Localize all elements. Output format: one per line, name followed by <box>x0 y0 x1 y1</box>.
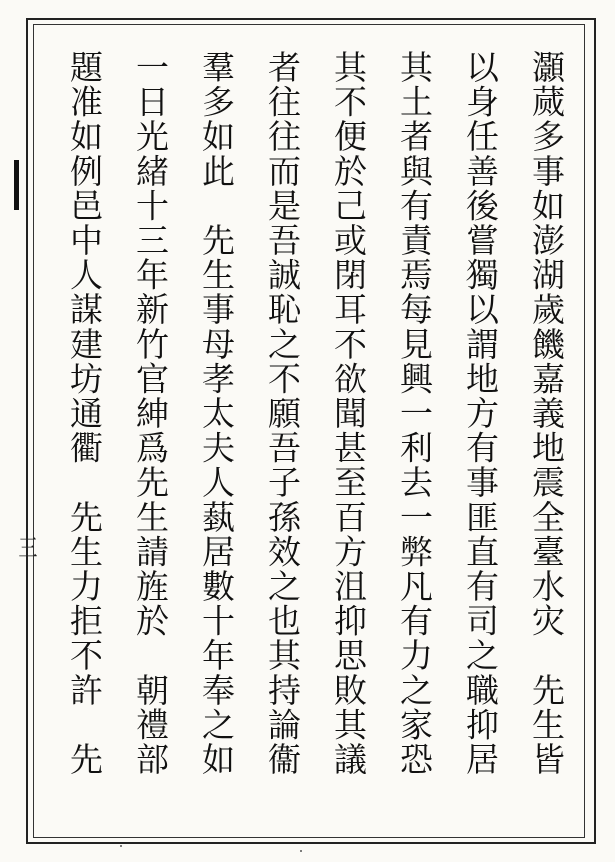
text-column-6: 羣多如此 先生事母孝太夫人蓺居數十年奉之如 <box>197 50 236 777</box>
text-column-8: 題准如例邑中人謀建坊通衢 先生力拒不許 先 <box>65 50 104 777</box>
inner-border <box>33 24 585 838</box>
text-column-5: 者往往而是吾誠恥之不願吾子孫效之也其持論衞 <box>263 50 302 777</box>
text-column-4: 其不便於己或閉耳不欲聞甚至百方沮抑思敗其議 <box>329 50 368 777</box>
margin-rule <box>14 160 19 210</box>
text-column-7: 一日光緒十三年新竹官紳爲先生請旌於 朝禮部 <box>131 50 170 777</box>
text-column-1: 灝蒇多事如澎湖歲饑嘉義地震全臺水灾 先生皆 <box>527 50 566 777</box>
text-column-3: 其土者與有責焉每見興一利去一弊凡有力之家恐 <box>395 50 434 777</box>
folio-mark: 三 <box>14 535 38 559</box>
text-column-2: 以身任善後嘗獨以謂地方有事匪直有司之職抑居 <box>461 50 500 777</box>
speck <box>300 850 302 852</box>
speck <box>120 845 122 847</box>
